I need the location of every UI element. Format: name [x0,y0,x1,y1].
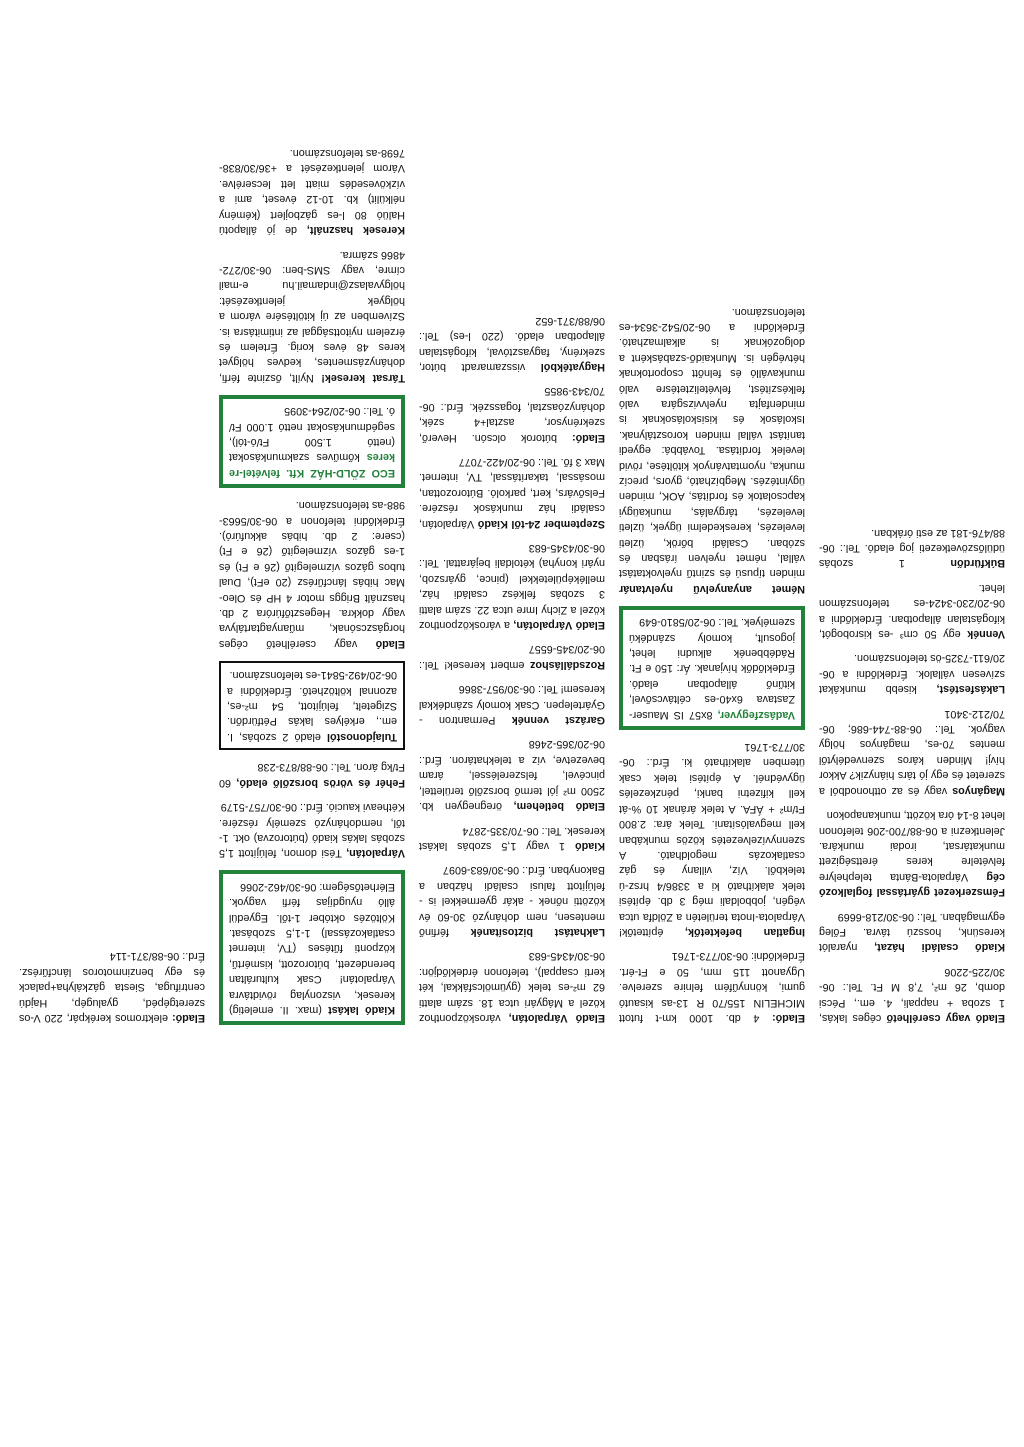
ad-lead: Lakásfestést, [936,683,1005,696]
column-2 [619,294,805,1025]
column-5 [19,939,205,1025]
ad-text: eladó 2 szobás, I. em., erkélyes lakás Pétfürdőn. Szigetelt, felújított, 54 m²-es, azonnal költözhető. Érdeklődni a 06-20/492-5841-es telefonszámon. [227,669,397,743]
ad-text: egy 50 cm³ -es kisrobogót, kifogástalan állapotban. Érdeklődni a 06-20/230-3424-es telefonszámon lehet. [819,581,1005,641]
ad-lead: Eladó: [572,431,605,444]
ad-text: kisebb munkákat szívesen vállalok. Érdeklődni a 06-20/611-7325-ös telefonszámon. [819,652,1005,696]
ad-lead: Tulajdonostól [327,730,397,743]
boxed-ad-job-offer [219,395,405,488]
ad-text: vagy cserélhető céges horgászcsónak, műanyagtartályva vagy dokkra. Hegesztőfúróra 2 db. használt Briggs motor 4 HP és Oleo-Mac hibás láncfűrész (20 eFt), Dual tubos gázos vízmelegítő (26 e Ft) és 1-es gázos vízmelegítő (26 e Ft) (csere: 2 db. hibás akkufúró). Érdeklődni telefonon a 06-30/5663-988-as telefonszámon. [219,499,405,650]
ad-text: 4 db. 1000 km-t futott MICHELIN 155/70 R 13-as kisautó gumi, könnyűfém felnire szerelve. Ugyanott 115 mm, 50 e Ft-ért. Érdeklődni: 06-30/773-1761 [619,950,805,1024]
ad-lead: Eladó Várpalotán, [508,1012,605,1024]
ad-lead: Fémszerkezet gyártással foglalkozó cég [819,870,1005,899]
ad-lead: Ingatlan befektetők, [685,925,805,938]
boxed-ad-owner-sale [219,661,405,750]
ad-lead: Vennék [967,628,1005,641]
ad-text: 1 szobás üdülőszövetkezeti jog eladó. Tel.: 06-88/476-181 az esti órákban. [819,526,1005,570]
ad-lead: Eladó Várpalotán, [513,619,605,632]
ad-text: építtetők! Várpalota-Inota területén a Zöldfa utca végén, jobboldali még 3 db. építési telek alakítható ki a 3386/4 hrsz-ú telekből. Víz, villany és gáz csatlakozás megoldható. A szennyvízelvezetés közös munkában kell megvalósítani. Telek ára: 2.800 Ft/m² + ÁFA. A telek árának 10 %-át kell kifizetni banki, pénzkezelés ügyvédnél. A építési telek csak ütemben alakítható ki. Érd.: 06-30/773-1761 [619,741,805,938]
ad [819,963,1005,1025]
ad-text: Várpalota-Bánta telephelyre felvételre keres érettségizett munkatársat, irodai munkára. Jelentkezni a 06-88/700-206 telefonon lehet 8-14 óra között, munkanapokon [819,809,1005,883]
ad [819,807,1005,899]
ad-lead: Eladó: [172,1012,205,1024]
ad [419,383,605,445]
ad-text: de jó állapotú Halüó 80 l-es gázbojlert (kémény nélkülit) kb. 10-12 éveset, ami a vízkövesedés miatt lett lecserélve. Várom jelentkezését a +36/30/838-7698-as telefonszámon. [219,147,405,237]
ad-lead: Kiadó családi házat, [874,941,1005,954]
ad-text: férfinő mentesen, nem dohányzó 30-60 év közötti nőnek - akár gyermekkel is - felújított falusi családi házban a Bakonyban. Érd.: 06-30/683-6097 [419,864,605,938]
column-3 [419,303,605,1025]
ad-lead: Társat keresek! [321,371,405,384]
ad [419,948,605,1025]
ad-text: a városközponthoz közel a Zichy Imre utca 22. szám alatti 3 szobás felkész családi ház, melléképületekkel (pince, gyárszob, nyári konyha) kétoldali bejárattal. Tel.: 06-30/4345-683 [419,542,605,632]
ad-text: nyaralót keresünk, hosszú távra. Főleg egymagában. Tel.: 06-30/218-6669 [819,910,1005,954]
column-4 [219,136,405,1025]
ad-text: elektromos kerékpár, 220 V-os szeretgépéd, gyalugép, Hajdú centrifuga, Siesta gázkályha+palack és egy benzinmotoros láncfűrész. Érd.: 06-88/371-114 [19,950,205,1024]
ad-text: Permantron - Gyártelepen. Csak komoly szándékkal keresem! Tel.: 06-30/957-3866 [419,683,605,727]
ad-text: vagy és az otthonodból a szeretet és egy jó társ hiányzik? Akkor hívj! Minden káros szenvedélytől mentes 70-es, magányos hölgy vagyok. Tel.: 06-88-744-686; 06-70/212-3401 [819,707,1005,797]
ad [619,739,805,939]
ad-lead: Fehér és vörös borszőlő eladó, [236,776,405,789]
ad [219,145,405,237]
ad-lead: Magányos [952,784,1005,797]
ad-text: 8x57 IS Mauser-Zastava 6x40-es céltávcsővel, kitűnő állapotban eladó. Érdeklődők hívjanak. Ár: 150 e Ft. Rádébbenék alkudni lehet, jogosult, komoly szándékú személyek. Tel.: 06-20/5810-649 [629,616,795,721]
ad-lead: Rozsdálláshoz [530,658,605,671]
ad-text: 60 Ft/kg áron. Tel.: 06-88/873-238 [219,761,405,789]
ad-lead: Lakhatást biztosítanék [470,925,605,938]
ad [619,948,805,1025]
ad-lead: Garázst vennék [511,714,605,727]
ad-lead: Kiadó [575,839,605,852]
ad-lead: Eladó: [772,1012,805,1024]
ad [19,948,205,1025]
ad-lead: Szeptember 24-től Kiadó [477,517,605,530]
ad-text: embert keresek! Tel.: 06-20/345-6557 [419,643,605,671]
ad-text: Nyílt, őszinte férfi, dohányzásmentes, kedves hölgyet keres 48 éves korig. Értelem és érzelem nyitottsággal az intimitásra is. Szívemben az új kitöltésére várom a hölgyek jelentkezését: hölgyvalasz@indamail.hu e-mail címre, vagy SMS-ben: 06-30/272-4866 számra. [219,248,405,384]
ad-lead: Kiadó lakást [328,1004,395,1016]
ad-lead: Német anyanyelvű nyelvtanár [619,582,805,595]
ad [419,736,605,813]
ad [219,246,405,385]
column-1 [819,515,1005,1025]
ad-lead: Eladó vagy cserélhető [886,1012,1005,1024]
ad [819,524,1005,570]
ad-text: Tési domon, felújított 1,5 szobás lakás kiadó (bútorozva) okt. 1-től, nemdohányzó személy részére. Kétheavi kaució. Érd.: 06-30/757-5179 [219,801,405,860]
boxed-ad-flat-wanted [219,870,405,1025]
ad-lead: Eladó [375,637,405,650]
ad [419,641,605,672]
ad [819,579,1005,641]
ad-text: kőműves szakmunkásokat (nettó 1.500 Ft/ó-tól), segédmunkásokat nettó 1.000 Ft/ó. Tel.: 06-20/264-3095 [229,405,395,464]
ad-lead: Vadászfegyver, [717,708,795,721]
ad [819,908,1005,954]
ad-lead: Várpalotán, [346,847,405,860]
ad [619,303,805,596]
ad-lead: Búkfürdőn [950,557,1005,570]
ad-text: Várpalotán, családi ház munkások részére. Felsővárs, kert, parkoló. Bútorozottan, mosással, takarítással, TV, internet. Max 3 fő. Tel.: 06-20/422-7077 [419,456,605,530]
ad [419,540,605,632]
ad-text: (max. II. emeletig) keresek, viszonylag rövidtávra Várpalotán! Csak kulturáltan berendezett, bútorozott, kismértű, központi fűtéses (TV, internet csatlakozással) 1-1,5 szobásat. Költözés október 1-től. Egyedül álló nyugdíjas férfi vagyok. Elérhetőségem: 06-30/462-2066 [229,880,395,1016]
ad [419,454,605,531]
ad [819,650,1005,696]
ad [219,759,405,790]
boxed-ad-hunting-rifle [619,606,805,730]
ad-text: visszamaradt bútor, szekrény, fagyasztóval, kifogástalan állapotban eladó. (220 l-es) Tel.: 06/88/371-652 [419,314,605,373]
ad-lead: ECO ZÖLD-HÁZ Kft. felvétel-re keres [229,451,395,479]
ad-lead: Hagyatékból [540,360,605,373]
ad-lead: Eladó betlehem, [513,800,605,813]
ad [219,799,405,861]
ad-text: minden típusú és szintű nyelvoktatást vállal, német nyelven írásban és szóban. Családi bőrök, üzleti levelezés, kereskedelmi ügyek, üzleti levelezés, tárgyalás, munkaügyi kapcsolatok és fordítás, AOK, minden ügyintézés. Megbízható, gyors, precíz munka, nyomtatványok kitöltése, rövid levelek fordítása. Továbbá: egyedi tanítást vállal minden korosztálynak. Iskolások és kisiskolásoknak is mindenfajta nyelvvizsgára való felkészítést, felvételiztetésre való munkaválló és felnőtt csoportoknak hétvégén is. Munkaidő-szabásként a dolgozóknak is alkalmazható. Érdeklődni a 06-20/542-3634-es telefonszámon. [619,305,805,580]
ad-text: 1 vagy 1,5 szobás lakást keresek. Tel.: 06-70/335-2874 [419,824,605,852]
ad-text: városközponthoz közel a Mágyári utca 18. szám alatti 62 m²-es telek (gyümölcsfákkal, két kerti csappal), telefonon érdeklődjön: 06-30/4345-683 [419,950,605,1024]
ad [219,497,405,651]
ad [419,822,605,853]
ad [419,312,605,374]
ad-text: bútorok olcsón. Heverő, szekrénysor, asztal+4 szék, dohányzóasztal, fogasszék. Érd.: 06-70/343-9855 [419,385,605,444]
ad [419,681,605,727]
ad-lead: Keresek használt, [306,224,405,237]
ad [819,705,1005,797]
ad [419,862,605,939]
ad-text: öregnegyen kb. 2500 m² jól termő borszőlő területtel, pincével, felszereléssel, áram bevezetve, víz a telekhatáron. Érd.: 06-20/365-2468 [418,738,605,813]
ad-text: céges lakás, 1 szoba + nappali, 4. em., Pécsi domb, 26 m², 7,8 M Ft. Tel.: 06-30/225-2206 [819,965,1005,1024]
